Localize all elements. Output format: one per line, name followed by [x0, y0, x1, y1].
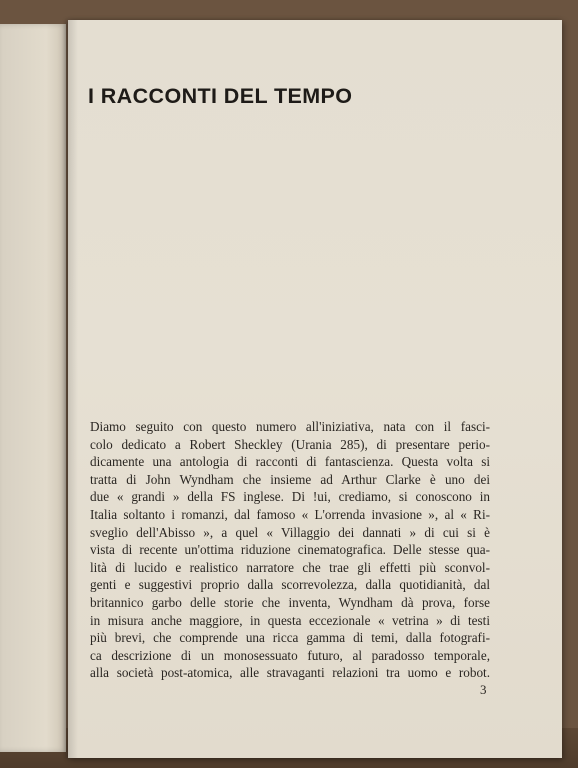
intro-paragraph [90, 418, 490, 682]
page-title: I RACCONTI DEL TEMPO [88, 84, 353, 108]
text-line: in misura anche maggiore, in questa eccezionale « vetrina » di testi [90, 612, 490, 628]
text-line: più brevi, che comprende una ricca gamma di temi, dalla fotografi- [90, 630, 490, 646]
text-line: vista di recente un'ottima riduzione cinematografica. Delle stesse qua- [90, 542, 490, 558]
gutter-shadow [68, 20, 78, 758]
text-line: britannico garbo delle storie che inventa, Wyndham dà prova, forse [90, 594, 490, 610]
text-line: ca descrizione di un monosessuato futuro, al paradosso temporale, [90, 647, 490, 663]
page-number: 3 [480, 682, 487, 697]
text-line: genti e suggestivi proprio dalla scorrevolezza, dalla quotidianità, dal [90, 577, 490, 593]
text-line: colo dedicato a Robert Sheckley (Urania 285), di presentare perio- [90, 436, 490, 452]
text-line: due « grandi » della FS inglese. Di !ui, crediamo, si conoscono in [90, 489, 490, 505]
text-line: alla società post-atomica, alle stravaganti relazioni tra uomo e robot. [90, 665, 490, 681]
text-line: tratta di John Wyndham che insieme ad Arthur Clarke è uno dei [90, 471, 490, 487]
text-line: lità di lucido e realistico narratore che trae gli effetti più sconvol- [90, 559, 490, 575]
text-line: dicamente una antologia di racconti di fantascienza. Questa volta si [90, 454, 490, 470]
text-line: Italia soltanto i romanzi, dal famoso « L'orrenda invasione », al « Ri- [90, 506, 490, 522]
book-page [68, 20, 562, 758]
text-line: sveglio dell'Abisso », a quel « Villaggio dei dannati » di cui si è [90, 524, 490, 540]
text-line: Diamo seguito con questo numero all'iniziativa, nata con il fasci- [90, 419, 490, 434]
facing-page-edge [0, 24, 66, 752]
